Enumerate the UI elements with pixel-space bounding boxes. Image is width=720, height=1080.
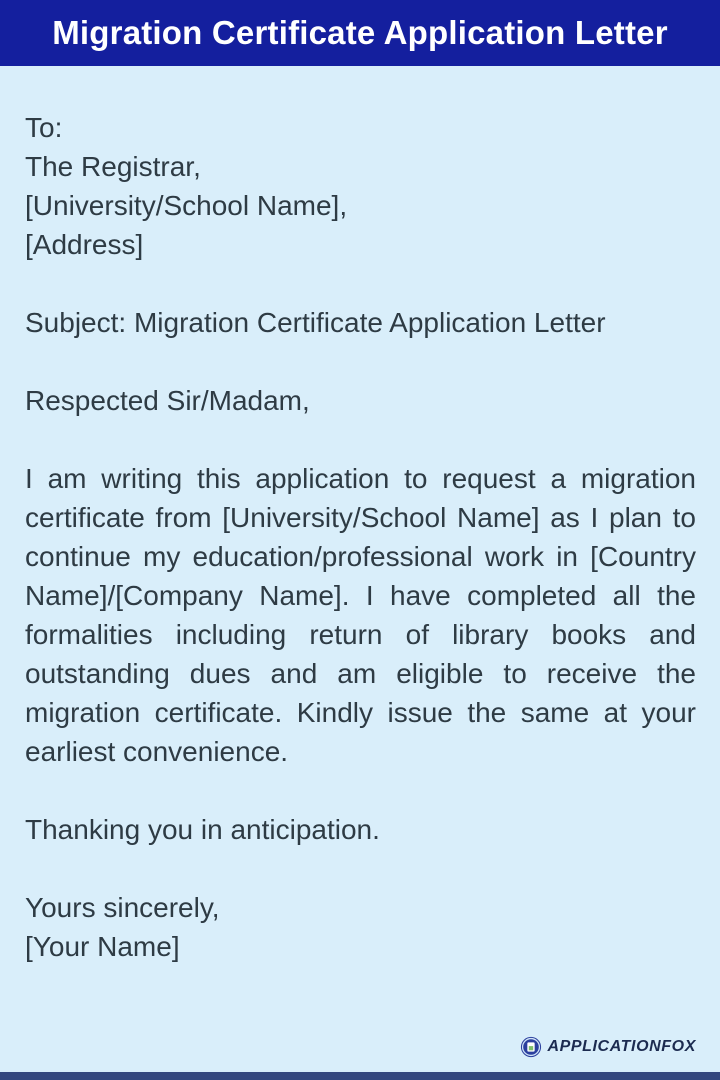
brand-logo xyxy=(520,1036,696,1058)
closing-line: Yours sincerely, xyxy=(25,892,220,923)
recipient-line: To: xyxy=(25,112,63,143)
recipient-line: [University/School Name], xyxy=(25,190,348,221)
closing-line: [Your Name] xyxy=(25,931,180,962)
footer xyxy=(0,1036,720,1072)
recipient-block xyxy=(25,108,696,264)
applicationfox-logo-icon xyxy=(520,1036,542,1058)
salutation: Respected Sir/Madam, xyxy=(25,385,310,416)
letter-paragraph: I am writing this application to request a migration certificate from [University/School Name] as I plan to continue my education/professional work in [Country Name]/[Company Name]. I have completed all the formalities including return of library books and outstanding dues and am eligible to receive the migration certificate. Kindly issue the same at your earliest convenience. xyxy=(25,463,696,767)
subject-line: Subject: Migration Certificate Application Letter xyxy=(25,307,606,338)
brand-name: APPLICATIONFOX xyxy=(547,1038,696,1055)
recipient-line: [Address] xyxy=(25,229,144,260)
thanks-line: Thanking you in anticipation. xyxy=(25,814,380,845)
header-bar xyxy=(0,0,720,66)
page-title: Migration Certificate Application Letter xyxy=(52,14,668,51)
bottom-accent-bar xyxy=(0,1072,720,1080)
recipient-line: The Registrar, xyxy=(25,151,201,182)
letter-body xyxy=(0,66,720,1036)
closing-block xyxy=(25,888,696,966)
